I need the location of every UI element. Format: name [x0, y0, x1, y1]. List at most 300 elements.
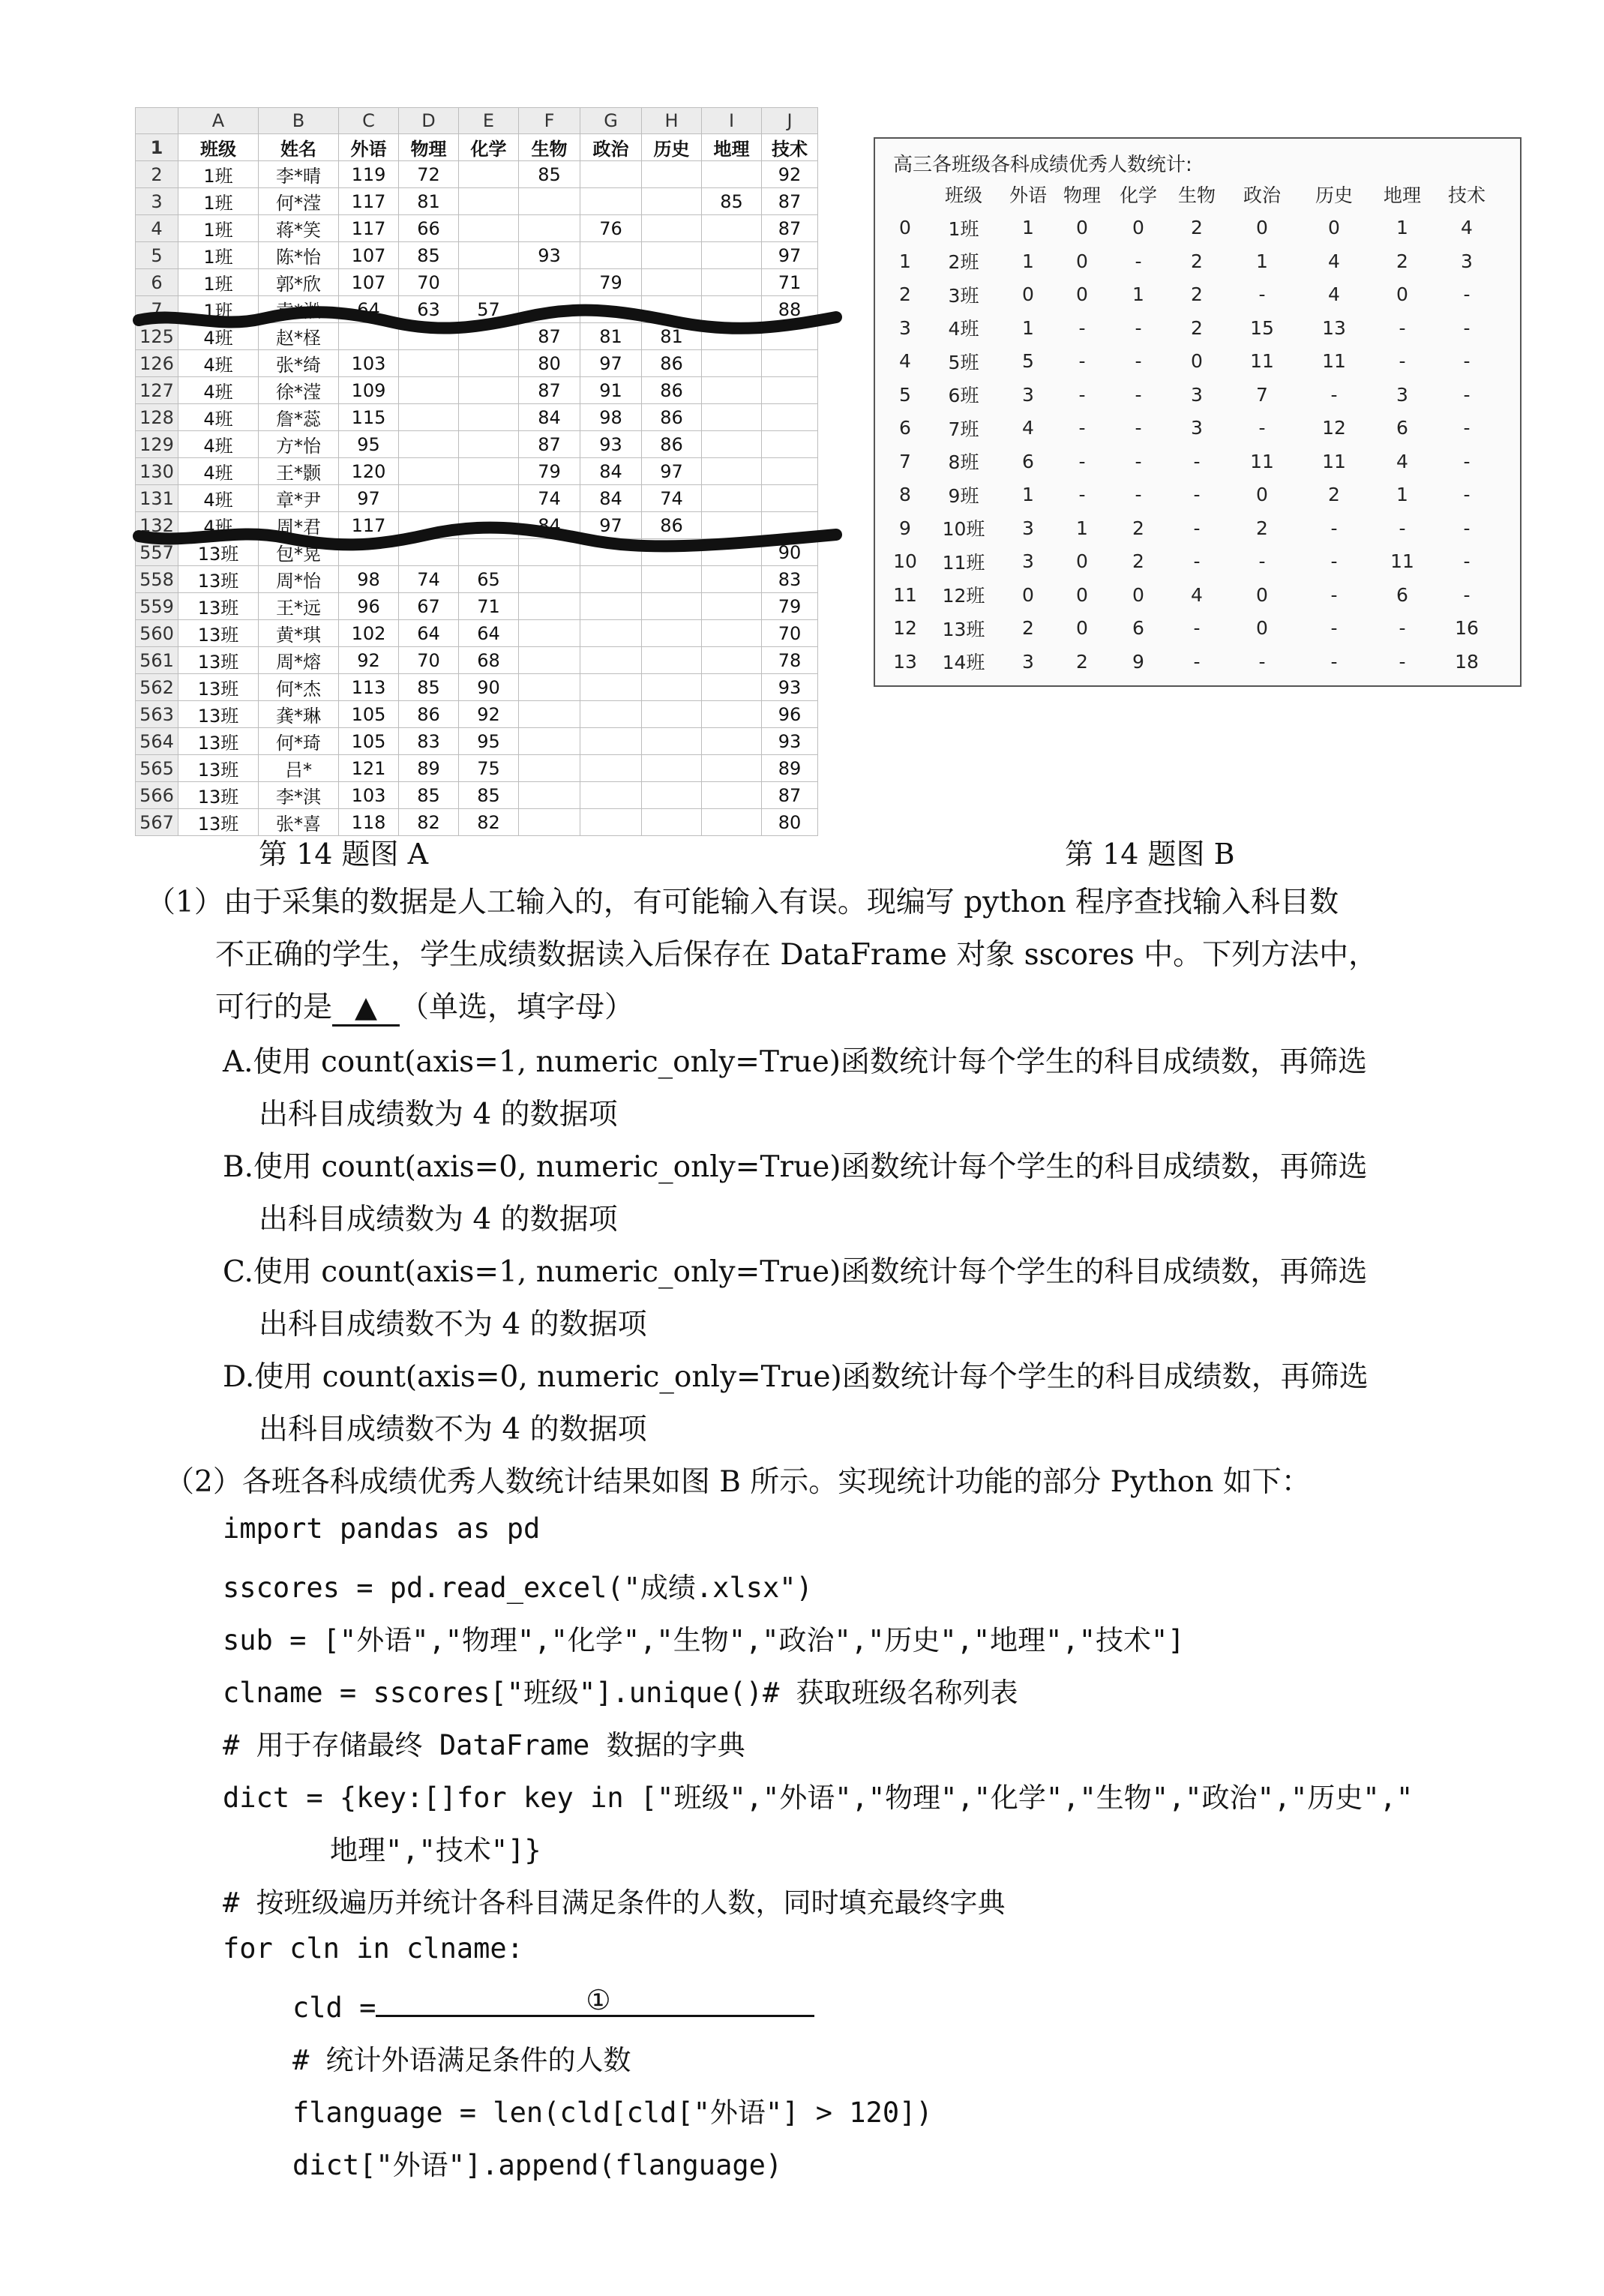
sheet-cell: 84 — [580, 485, 642, 512]
sheet-cell — [459, 458, 519, 485]
sheet-cell: 117 — [339, 512, 399, 539]
stats-cell: - — [1135, 450, 1142, 472]
sheet-cell — [702, 161, 762, 188]
sheet-cell: 13班 — [178, 593, 259, 620]
stats-index: 10 — [893, 550, 917, 573]
stats-cell: 2 — [1132, 550, 1144, 573]
sheet-cell: 84 — [519, 512, 580, 539]
sheet-cell: 88 — [762, 296, 818, 323]
stats-row — [884, 445, 1499, 478]
sheet-cell: 何*琦 — [259, 728, 339, 755]
stats-cell: - — [1135, 383, 1142, 406]
sheet-cell: 70 — [399, 269, 459, 296]
field-header: 外语 — [339, 134, 399, 161]
column-letter: D — [399, 108, 459, 134]
sheet-cell: 86 — [642, 350, 702, 377]
stats-index: 3 — [899, 316, 911, 339]
sheet-cell — [580, 242, 642, 269]
sheet-cell — [702, 458, 762, 485]
row-number: 2 — [136, 161, 178, 188]
sheet-cell — [519, 782, 580, 809]
stats-cell: 6 — [1132, 617, 1144, 640]
sheet-cell: 86 — [642, 404, 702, 431]
sheet-cell: 63 — [399, 296, 459, 323]
sheet-cell — [519, 755, 580, 782]
stats-cell: - — [1463, 517, 1471, 539]
stats-row — [884, 412, 1499, 445]
sheet-cell: 97 — [339, 485, 399, 512]
sheet-cell: 李*淇 — [259, 782, 339, 809]
sheet-cell — [642, 755, 702, 782]
stats-cell: - — [1330, 617, 1338, 640]
stats-cell: 1 — [1396, 484, 1408, 506]
sheet-cell: 74 — [399, 566, 459, 593]
stats-index: 6 — [899, 417, 911, 439]
figure-b-stats — [874, 137, 1522, 687]
sheet-cell: 75 — [459, 755, 519, 782]
column-letter: E — [459, 108, 519, 134]
sheet-cell — [519, 620, 580, 647]
sheet-cell: 吕* — [259, 755, 339, 782]
option-d-line2: 出科目成绩数不为 4 的数据项 — [259, 1413, 647, 1446]
stats-index: 4 — [899, 350, 911, 373]
stats-cell: 0 — [1256, 484, 1268, 506]
stats-cell: 0 — [1132, 217, 1144, 239]
sheet-cell: 72 — [399, 161, 459, 188]
field-header: 生物 — [519, 134, 580, 161]
sheet-cell — [702, 755, 762, 782]
sheet-cell — [580, 566, 642, 593]
stats-header: 物理 — [1063, 184, 1101, 207]
stats-cell: 0 — [1191, 350, 1203, 373]
stats-cell: 4 — [1022, 417, 1034, 439]
sheet-row — [136, 647, 818, 674]
column-letter: I — [702, 108, 762, 134]
sheet-cell — [580, 701, 642, 728]
sheet-cell: 70 — [762, 620, 818, 647]
sheet-cell: 4班 — [178, 377, 259, 404]
caption-figure-a: 第 14 题图 A — [259, 838, 429, 871]
stats-cell: - — [1078, 350, 1086, 373]
sheet-cell: 87 — [762, 215, 818, 242]
stats-cell: 0 — [1256, 583, 1268, 606]
sheet-cell: 85 — [399, 674, 459, 701]
stats-header: 生物 — [1177, 184, 1216, 207]
code-line-13: dict["外语"].append(flanguage) — [292, 2149, 783, 2181]
sheet-cell: 1班 — [178, 215, 259, 242]
stats-cell: 3 — [1022, 550, 1034, 573]
sheet-cell: 4班 — [178, 350, 259, 377]
row-number: 131 — [136, 485, 178, 512]
sheet-cell — [580, 593, 642, 620]
sheet-row — [136, 485, 818, 512]
sheet-cell: 84 — [519, 404, 580, 431]
row-number: 563 — [136, 701, 178, 728]
sheet-cell: 121 — [339, 755, 399, 782]
row-number: 565 — [136, 755, 178, 782]
row-number: 5 — [136, 242, 178, 269]
stats-header — [884, 178, 926, 211]
stats-cell: - — [1078, 316, 1086, 339]
sheet-cell — [702, 215, 762, 242]
sheet-cell: 93 — [519, 242, 580, 269]
sheet-cell: 13班 — [178, 755, 259, 782]
stats-cell: 11 — [1322, 350, 1346, 373]
stats-cell: 18 — [1455, 650, 1479, 673]
sheet-cell: 97 — [580, 350, 642, 377]
q2-stem: （2）各班各科成绩优秀人数统计结果如图 B 所示。实现统计功能的部分 Python 如下： — [165, 1465, 1311, 1499]
stats-cell: 1 — [1022, 484, 1034, 506]
sheet-cell — [580, 782, 642, 809]
stats-cell: 5班 — [948, 351, 979, 373]
column-letter: G — [580, 108, 642, 134]
sheet-cell — [702, 431, 762, 458]
stats-cell: - — [1399, 350, 1406, 373]
column-letter: A — [178, 108, 259, 134]
sheet-row — [136, 431, 818, 458]
sheet-cell — [399, 431, 459, 458]
sheet-cell — [459, 269, 519, 296]
sheet-cell: 103 — [339, 782, 399, 809]
sheet-cell: 李*晴 — [259, 161, 339, 188]
stats-row — [884, 511, 1499, 545]
stats-cell: - — [1463, 283, 1471, 306]
row-number: 129 — [136, 431, 178, 458]
field-header: 历史 — [642, 134, 702, 161]
stats-row — [884, 211, 1499, 245]
stats-cell: 13 — [1322, 316, 1346, 339]
sheet-cell: 98 — [580, 404, 642, 431]
row-number: 562 — [136, 674, 178, 701]
stats-cell: - — [1330, 583, 1338, 606]
column-letter: H — [642, 108, 702, 134]
stats-cell: 1 — [1132, 283, 1144, 306]
stats-index: 5 — [899, 383, 911, 406]
field-header: 班级 — [178, 134, 259, 161]
stats-header: 历史 — [1315, 184, 1353, 207]
stats-cell: 1 — [1022, 316, 1034, 339]
sheet-cell — [762, 350, 818, 377]
sheet-cell: 4班 — [178, 431, 259, 458]
sheet-cell: 97 — [762, 242, 818, 269]
sheet-cell: 80 — [519, 350, 580, 377]
stats-cell: 2 — [1328, 484, 1340, 506]
sheet-cell: 86 — [642, 512, 702, 539]
option-b-line2: 出科目成绩数为 4 的数据项 — [259, 1203, 618, 1236]
sheet-cell: 118 — [339, 809, 399, 836]
sheet-cell: 91 — [580, 377, 642, 404]
sheet-cell: 包*晃 — [259, 539, 339, 566]
sheet-cell: 周*君 — [259, 512, 339, 539]
sheet-cell: 74 — [519, 485, 580, 512]
stats-header: 外语 — [1009, 184, 1047, 207]
stats-cell: - — [1463, 484, 1471, 506]
stats-cell: 4班 — [948, 318, 979, 340]
stats-cell: 0 — [1076, 617, 1088, 640]
stats-index: 1 — [899, 250, 911, 272]
sheet-cell: 79 — [580, 269, 642, 296]
stats-cell: 0 — [1076, 583, 1088, 606]
sheet-cell: 66 — [399, 215, 459, 242]
option-b-line1: B.使用 count(axis=0, numeric_only=True)函数统计每个学生的科目成绩数，再筛选 — [223, 1150, 1368, 1184]
sheet-cell — [642, 782, 702, 809]
stats-cell: 12 — [1322, 417, 1346, 439]
sheet-cell: 87 — [762, 188, 818, 215]
stats-cell: - — [1193, 617, 1201, 640]
row-number: 566 — [136, 782, 178, 809]
sheet-cell: 13班 — [178, 701, 259, 728]
sheet-cell: 64 — [459, 620, 519, 647]
column-letter: F — [519, 108, 580, 134]
stats-cell: 0 — [1022, 583, 1034, 606]
answer-blank: ▲ — [332, 991, 400, 1027]
field-header: 物理 — [399, 134, 459, 161]
row-number: 564 — [136, 728, 178, 755]
code-line-7: 地理","技术"]} — [330, 1834, 541, 1866]
stats-cell: 2班 — [948, 251, 979, 274]
stats-cell: - — [1135, 350, 1142, 373]
stats-row — [884, 478, 1499, 512]
stats-index: 12 — [893, 617, 917, 640]
sheet-cell: 105 — [339, 728, 399, 755]
stats-cell: 2 — [1396, 250, 1408, 272]
sheet-cell: 83 — [762, 566, 818, 593]
sheet-cell: 67 — [399, 593, 459, 620]
stats-row — [884, 645, 1499, 679]
stats-cell: 3 — [1022, 650, 1034, 673]
row-number: 128 — [136, 404, 178, 431]
sheet-cell: 113 — [339, 674, 399, 701]
sheet-cell — [702, 404, 762, 431]
stats-cell: 10班 — [942, 518, 985, 541]
stats-index: 11 — [893, 583, 917, 606]
stats-cell: - — [1258, 283, 1266, 306]
sheet-cell — [519, 215, 580, 242]
sheet-cell: 方*怡 — [259, 431, 339, 458]
sheet-cell — [580, 728, 642, 755]
code-line-1: import pandas as pd — [223, 1512, 541, 1545]
stats-cell: 4 — [1328, 283, 1340, 306]
sheet-cell: 周*熔 — [259, 647, 339, 674]
stats-cell: 7 — [1256, 383, 1268, 406]
stats-cell: 1 — [1076, 517, 1088, 539]
code-line-10: cld = ① — [292, 1985, 814, 2024]
sheet-cell: 65 — [459, 566, 519, 593]
sheet-cell — [580, 809, 642, 836]
stats-cell: - — [1330, 550, 1338, 573]
stats-row — [884, 311, 1499, 345]
stats-cell: 11 — [1250, 350, 1274, 373]
column-letter: B — [259, 108, 339, 134]
sheet-cell — [642, 188, 702, 215]
sheet-cell — [702, 782, 762, 809]
sheet-cell: 83 — [399, 728, 459, 755]
field-header: 化学 — [459, 134, 519, 161]
sheet-cell: 70 — [399, 647, 459, 674]
sheet-cell — [519, 701, 580, 728]
sheet-cell: 86 — [642, 431, 702, 458]
stats-cell: 1 — [1022, 250, 1034, 272]
stats-cell: 0 — [1022, 283, 1034, 306]
sheet-cell: 92 — [762, 161, 818, 188]
sheet-row — [136, 269, 818, 296]
sheet-row — [136, 674, 818, 701]
stats-cell: 3 — [1022, 517, 1034, 539]
sheet-cell — [459, 404, 519, 431]
sheet-cell: 107 — [339, 269, 399, 296]
option-c-line1: C.使用 count(axis=1, numeric_only=True)函数统计每个学生的科目成绩数，再筛选 — [223, 1255, 1368, 1289]
stats-header: 政治 — [1243, 184, 1281, 207]
scribble-mark — [135, 526, 840, 548]
stats-header-row — [884, 178, 1499, 211]
stats-cell: 16 — [1455, 617, 1479, 640]
stats-cell: - — [1135, 484, 1142, 506]
sheet-cell: 95 — [339, 431, 399, 458]
sheet-cell: 87 — [519, 323, 580, 350]
sheet-row — [136, 566, 818, 593]
sheet-row — [136, 458, 818, 485]
stats-cell: 6班 — [948, 385, 979, 407]
sheet-cell: 13班 — [178, 620, 259, 647]
row-number: 560 — [136, 620, 178, 647]
sheet-cell — [519, 809, 580, 836]
stats-cell: - — [1078, 417, 1086, 439]
sheet-cell: 王*远 — [259, 593, 339, 620]
sheet-cell: 96 — [339, 593, 399, 620]
sheet-cell: 徐*滢 — [259, 377, 339, 404]
sheet-cell — [642, 647, 702, 674]
stats-index: 0 — [899, 217, 911, 239]
sheet-cell: 13班 — [178, 647, 259, 674]
row-number: 1 — [136, 134, 178, 161]
sheet-cell — [459, 377, 519, 404]
stats-cell: 0 — [1132, 583, 1144, 606]
sheet-cell: 76 — [580, 215, 642, 242]
stats-cell: - — [1463, 316, 1471, 339]
stats-cell: 0 — [1256, 617, 1268, 640]
sheet-cell: 97 — [580, 512, 642, 539]
sheet-cell: 王*颢 — [259, 458, 339, 485]
sheet-cell — [642, 620, 702, 647]
sheet-cell: 93 — [580, 431, 642, 458]
field-header: 政治 — [580, 134, 642, 161]
stats-cell: 1班 — [948, 217, 979, 240]
sheet-cell: 陈*怡 — [259, 242, 339, 269]
row-number: 130 — [136, 458, 178, 485]
stats-header: 班级 — [944, 184, 982, 207]
stats-cell: - — [1135, 417, 1142, 439]
stats-cell: - — [1463, 383, 1471, 406]
field-header: 地理 — [702, 134, 762, 161]
sheet-cell — [519, 566, 580, 593]
sheet-cell — [519, 188, 580, 215]
sheet-cell: 64 — [339, 296, 399, 323]
sheet-cell: 何*杰 — [259, 674, 339, 701]
sheet-cell: 85 — [459, 782, 519, 809]
sheet-cell — [399, 377, 459, 404]
stats-row — [884, 545, 1499, 579]
stats-cell: 2 — [1256, 517, 1268, 539]
stats-row — [884, 612, 1499, 646]
stats-cell: - — [1258, 550, 1266, 573]
row-number: 557 — [136, 539, 178, 566]
stats-cell: 3 — [1022, 383, 1034, 406]
sheet-row — [136, 215, 818, 242]
sheet-cell: 92 — [459, 701, 519, 728]
stats-cell: 0 — [1076, 283, 1088, 306]
sheet-row — [136, 620, 818, 647]
row-number: 125 — [136, 323, 178, 350]
sheet-cell: 84 — [580, 458, 642, 485]
stats-cell: 2 — [1191, 217, 1203, 239]
sheet-cell: 郭*欣 — [259, 269, 339, 296]
stats-cell: - — [1078, 383, 1086, 406]
sheet-row — [136, 377, 818, 404]
sheet-cell: 87 — [519, 431, 580, 458]
sheet-row — [136, 242, 818, 269]
sheet-row — [136, 404, 818, 431]
stats-cell: - — [1193, 517, 1201, 539]
code-line-12: flanguage = len(cld[cld["外语"] > 120]) — [292, 2097, 933, 2129]
sheet-cell: 1班 — [178, 296, 259, 323]
sheet-cell — [702, 620, 762, 647]
sheet-cell: 1班 — [178, 188, 259, 215]
sheet-cell — [702, 728, 762, 755]
sheet-cell — [399, 458, 459, 485]
sheet-cell: 71 — [762, 269, 818, 296]
code-line-2: sscores = pd.read_excel("成绩.xlsx") — [223, 1572, 813, 1604]
q1-stem-line3: 可行的是 ▲ （单选，填字母） — [215, 984, 634, 1027]
sheet-cell — [762, 404, 818, 431]
code-line-4: clname = sscores["班级"].unique()# 获取班级名称列表 — [223, 1677, 1018, 1709]
stats-cell: 2 — [1132, 517, 1144, 539]
sheet-cell: 78 — [762, 647, 818, 674]
sheet-cell: 87 — [519, 377, 580, 404]
stats-index: 13 — [893, 650, 917, 673]
sheet-cell — [702, 242, 762, 269]
sheet-cell: 13班 — [178, 566, 259, 593]
stats-cell: 13班 — [942, 618, 985, 640]
stats-header: 地理 — [1383, 184, 1421, 207]
row-number: 7 — [136, 296, 178, 323]
sheet-row — [136, 161, 818, 188]
sheet-cell — [580, 620, 642, 647]
code-line-9: for cln in clname: — [223, 1932, 523, 1965]
sheet-cell: 119 — [339, 161, 399, 188]
sheet-cell: 13班 — [178, 782, 259, 809]
sheet-cell: 68 — [459, 647, 519, 674]
stats-cell: - — [1078, 484, 1086, 506]
sheet-cell — [762, 377, 818, 404]
sheet-cell: 81 — [642, 323, 702, 350]
stats-cell: - — [1463, 550, 1471, 573]
sheet-cell: 95 — [459, 728, 519, 755]
sheet-cell — [702, 647, 762, 674]
sheet-cell — [519, 647, 580, 674]
sheet-cell: 81 — [580, 323, 642, 350]
stats-cell: 7班 — [948, 418, 979, 440]
stats-title: 高三各班级各科成绩优秀人数统计: — [893, 154, 1192, 176]
stats-index: 8 — [899, 484, 911, 506]
sheet-cell: 13班 — [178, 674, 259, 701]
stats-cell: - — [1399, 316, 1406, 339]
stats-cell: 4 — [1328, 250, 1340, 272]
stats-cell: 2 — [1022, 617, 1034, 640]
sheet-cell: 117 — [339, 215, 399, 242]
sheet-cell — [459, 242, 519, 269]
stats-cell: - — [1463, 450, 1471, 472]
stats-cell: 3班 — [948, 284, 979, 307]
